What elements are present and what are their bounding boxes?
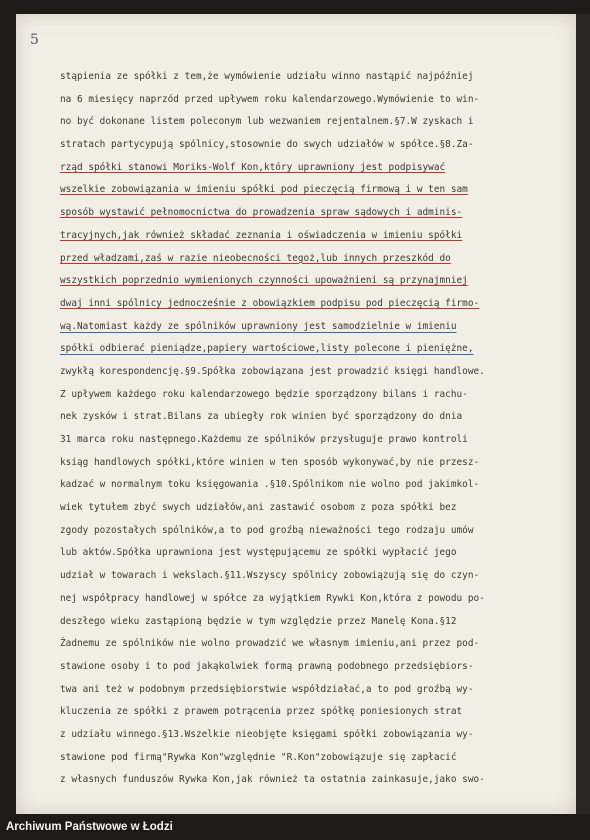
text-line-underlined: spółki odbierać pieniądze,papiery wartościowe,listy polecone i pieniężne, [60,343,474,355]
text-line: no być dokonane listem poleconym lub wezwaniem rejentalnem.§7.W zyskach i [60,116,474,128]
text-line: zwykłą korespondencję.§9.Spółka zobowiązana jest prowadzić księgi handlowe. [60,365,485,377]
page-number: 5 [30,32,39,48]
page-edge-shadow [576,14,590,814]
text-line: wiek tytułem zbyć swych udziałów,ani zastawić osobom z poza spółki bez [60,502,457,514]
archive-label: Archiwum Państwowe w Łodzi [6,821,173,833]
text-line-underlined: dwaj inni spólnicy jednocześnie z obowiązkiem podpisu pod pieczęcią firmo- [60,297,480,309]
text-line: twa ani też w podobnym przedsiębiorstwie współdziałać,a to pod groźbą wy- [60,683,474,695]
text-line: Z upływem każdego roku kalendarzowego będzie sporządzony bilans i rachu- [60,388,468,400]
text-line-underlined: tracyjnych,jak również składać zeznania i oświadczenia w imieniu spółki [60,229,463,241]
text-line-underlined: przed władzami,zaś w razie nieobecności tegoż,lub innych przeszkód do [60,252,451,264]
text-line: kluczenia ze spółki z prawem potrącenia przez spółkę poniesionych strat [60,706,463,718]
text-line-underlined: wą.Natomiast każdy ze spólników uprawniony jest samodzielnie w imieniu [60,320,457,332]
text-line: nek zysków i strat.Bilans za ubiegły rok winien być sporządzony do dnia [60,411,463,423]
text-line: z własnych funduszów Rywka Kon,jak również ta ostatnia zainkasuje,jako swo- [60,774,485,786]
text-line: stratach partycypują spólnicy,stosownie do swych udziałów w spółce.§8.Za- [60,139,474,151]
text-line: deszłego wieku zastąpioną będzie w tym względzie przez Manelę Kona.§12 [60,615,457,627]
text-line-underlined: rząd spółki stanowi Moriks-Wolf Kon,który uprawniony jest podpisywać [60,161,446,173]
text-line: stąpienia ze spółki z tem,że wymówienie udziału winno nastąpić najpóźniej [60,71,474,82]
text-line: kadzać w normalnym toku księgowania .§10.Spólnikom nie wolno pod jakimkol- [60,479,480,491]
archive-footer [0,814,590,840]
text-line: nej współpracy handlowej w spółce za wyjątkiem Rywki Kon,która z powodu po- [60,592,485,604]
document-page [16,14,576,814]
text-line-underlined: sposób wystawić pełnomocnictwa do prowadzenia spraw sądowych i adminis- [60,207,463,219]
text-line-underlined: wszelkie zobowiązania w imieniu spółki pod pieczęcią firmową i w ten sam [60,184,468,196]
text-line: z udziału winnego.§13.Wszelkie nieobjęte księgami spółki zobowiązania wy- [60,728,474,740]
text-line: lub aktów.Spółka uprawniona jest występującemu ze spółki wypłacić jego [60,547,457,559]
text-line: 31 marca roku następnego.Każdemu ze spólników przysługuje prawo kontroli [60,434,468,445]
text-line: Żadnemu ze spólników nie wolno prowadzić we własnym imieniu,ani przez pod- [60,638,480,650]
text-line: na 6 miesięcy naprzód przed upływem roku kalendarzowego.Wymówienie to win- [60,93,480,105]
text-line: stawione pod firmą"Rywka Kon"względnie "R.Kon"zobowiązuje się zapłacić [60,751,457,763]
text-line: udział w towarach i wekslach.§11.Wszyscy spólnicy zobowiązują się do czyn- [60,570,480,582]
text-line-underlined: wszystkich poprzednio wymienionych czynności upoważnieni są przynajmniej [60,275,468,287]
text-line: ksiąg handlowych spółki,które winien w ten sposób wykonywać,by nie przesz- [60,456,480,468]
text-line: stawione osoby i to pod jakąkolwiek formą prawną podobnego przedsiębiors- [60,660,474,672]
text-line: zgody pozostałych spólników,a to pod groźbą nieważności tego rodzaju umów [60,524,474,536]
document-body [60,66,576,792]
